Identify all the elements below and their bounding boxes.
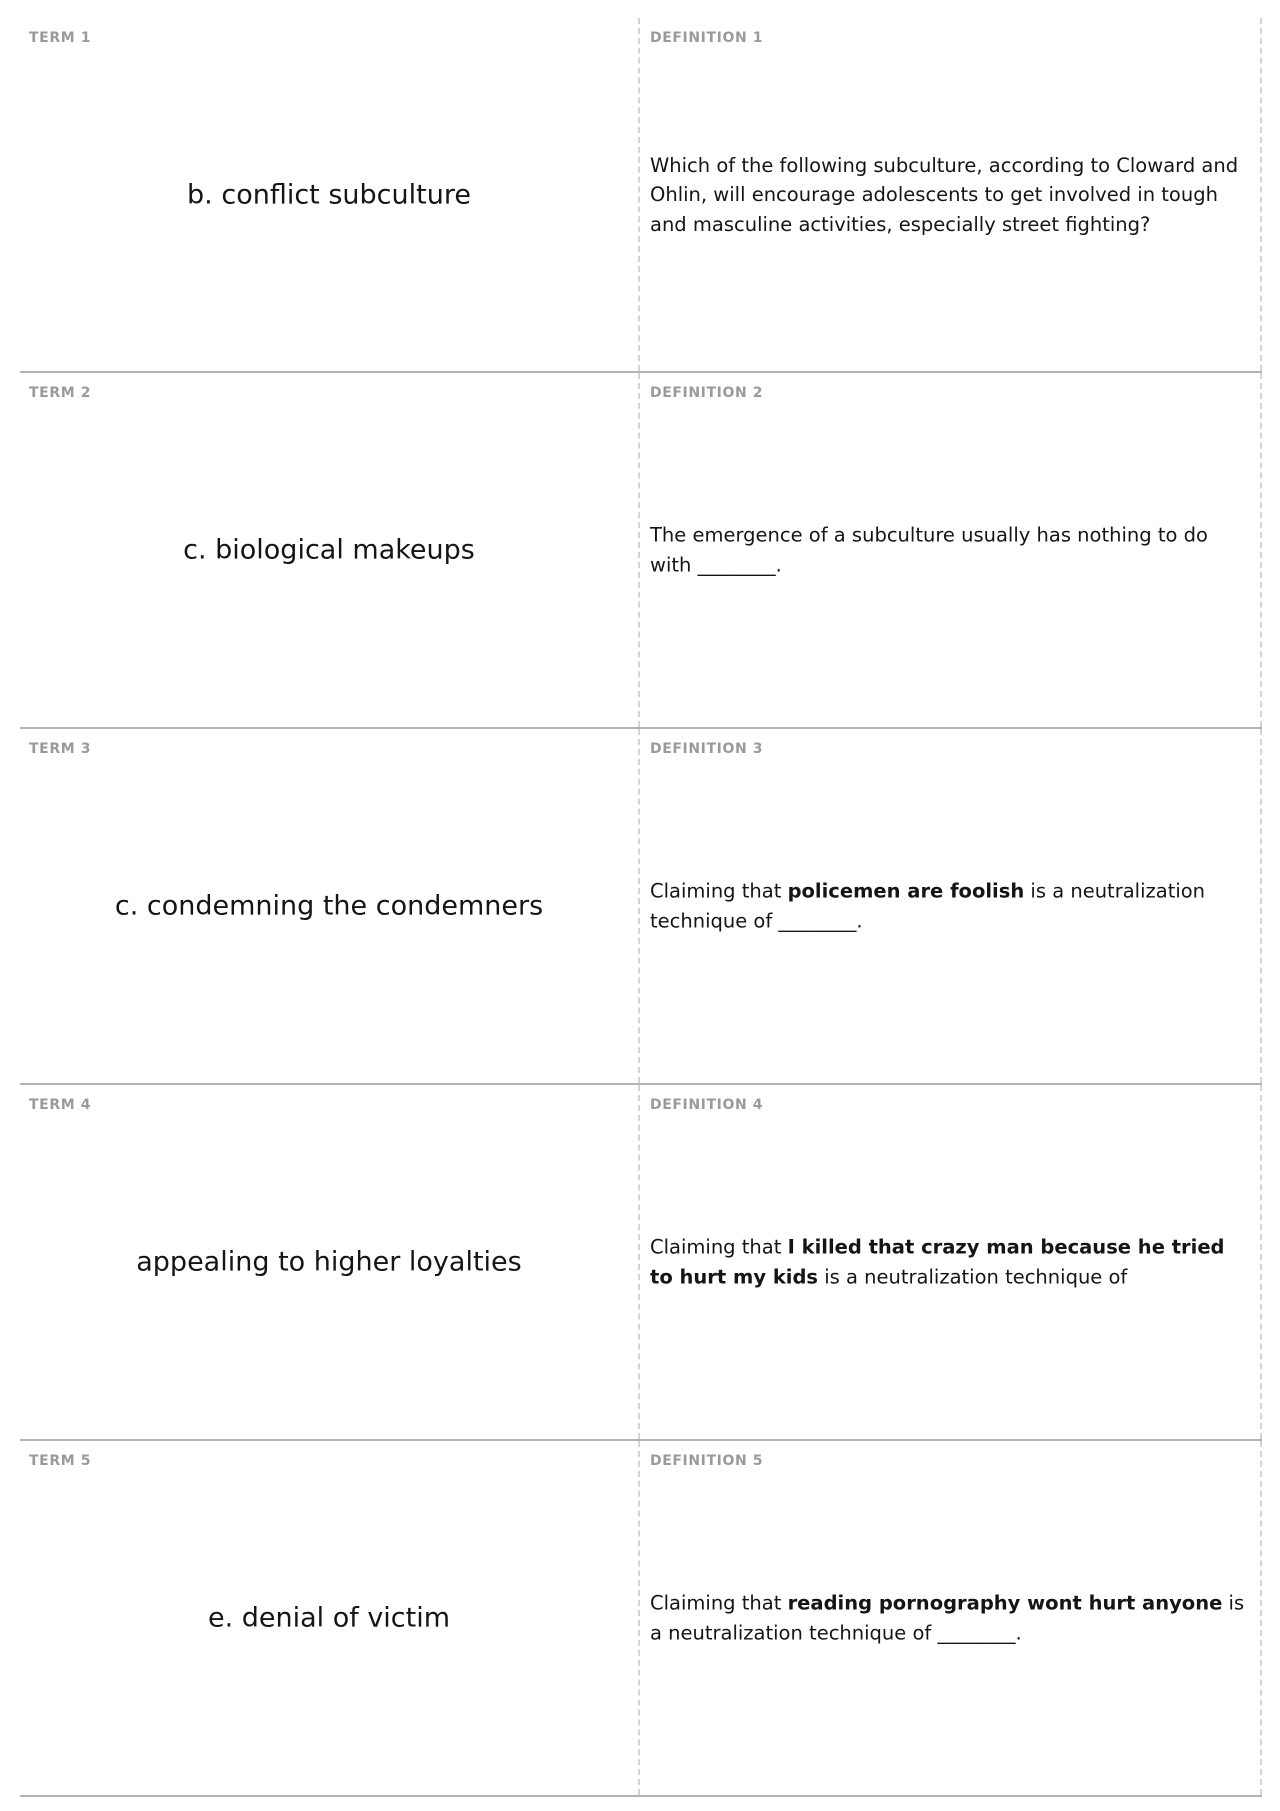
definition-text	[650, 521, 1248, 580]
definition-segment-bold: reading pornography wont hurt anyone	[787, 1591, 1223, 1615]
definition-segment: Claiming that	[650, 1235, 788, 1259]
term-cell	[20, 729, 640, 1083]
term-label: TERM 3	[29, 741, 92, 757]
definition-cell	[640, 1085, 1262, 1439]
flashcard-row	[20, 1085, 1262, 1441]
flashcard-row	[20, 18, 1262, 373]
definition-text	[650, 1233, 1248, 1292]
term-cell	[20, 1441, 640, 1795]
definition-text	[650, 1589, 1248, 1648]
term-label: TERM 5	[29, 1453, 92, 1469]
definition-segment: Claiming that	[650, 879, 788, 903]
definition-cell	[640, 18, 1262, 371]
definition-label: DEFINITION 4	[650, 1097, 764, 1113]
flashcard-row	[20, 729, 1262, 1085]
term-text: e. denial of victim	[207, 1602, 451, 1634]
definition-segment-bold: policemen are foolish	[787, 879, 1025, 903]
term-cell	[20, 1085, 640, 1439]
definition-label: DEFINITION 5	[650, 1453, 764, 1469]
definition-text	[650, 877, 1248, 936]
definition-segment: Claiming that	[650, 1591, 788, 1615]
flashcard-row	[20, 1441, 1262, 1797]
definition-segment: The emergence of a subculture usually has nothing to do with ________.	[650, 523, 1208, 576]
term-label: TERM 4	[29, 1097, 92, 1113]
definition-segment: Which of the following subculture, according to Cloward and Ohlin, will encourage adolescents to get involved in tough and masculine activities, especially street fighting?	[650, 153, 1239, 236]
definition-segment: is a neutralization technique of ________.	[650, 879, 1206, 932]
term-text: c. biological makeups	[183, 534, 475, 566]
flashcard-row	[20, 373, 1262, 729]
definition-segment: is a neutralization technique of ________.	[650, 1591, 1245, 1644]
term-cell	[20, 373, 640, 727]
definition-segment: is a neutralization technique of	[818, 1265, 1128, 1288]
definition-cell	[640, 1441, 1262, 1795]
definition-label: DEFINITION 1	[650, 30, 764, 46]
term-label: TERM 1	[29, 30, 92, 46]
definition-cell	[640, 729, 1262, 1083]
term-label: TERM 2	[29, 385, 92, 401]
term-text: c. condemning the condemners	[114, 890, 544, 922]
flashcard-sheet	[20, 18, 1262, 1797]
definition-cell	[640, 373, 1262, 727]
term-text: b. conflict subculture	[187, 179, 471, 210]
definition-label: DEFINITION 3	[650, 741, 764, 757]
term-cell	[20, 18, 640, 371]
definition-segment-bold: I killed that crazy man because he tried to hurt my kids	[650, 1235, 1225, 1288]
definition-text	[650, 150, 1248, 239]
term-text: appealing to higher loyalties	[136, 1246, 522, 1278]
definition-label: DEFINITION 2	[650, 385, 764, 401]
